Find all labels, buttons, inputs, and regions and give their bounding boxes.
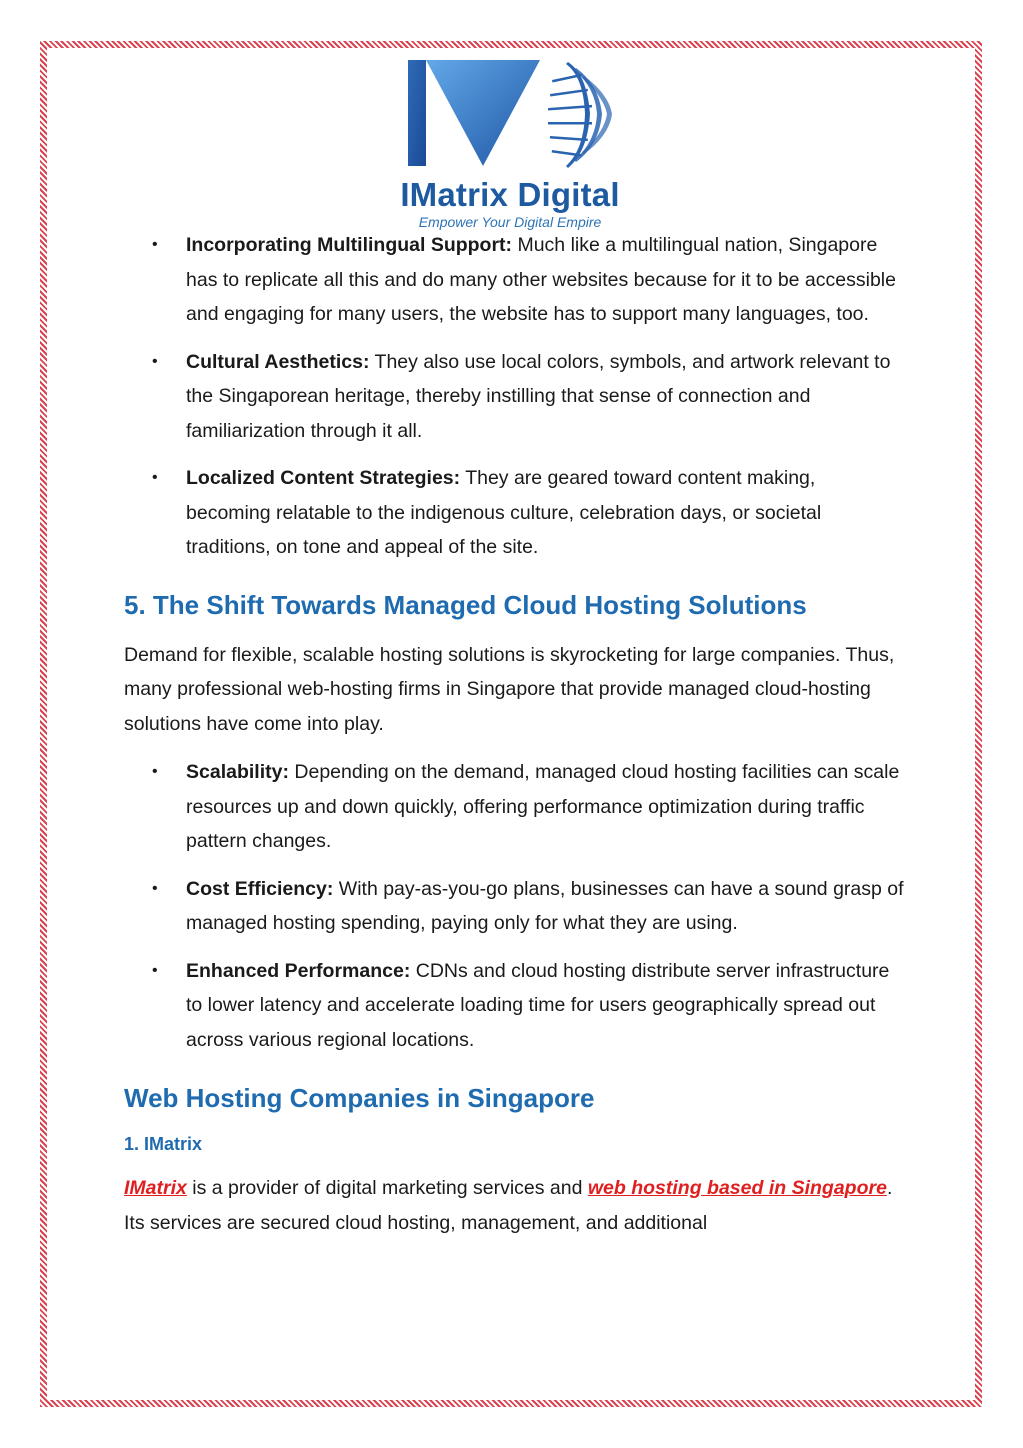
section-intro: Demand for flexible, scalable hosting solutions is skyrocketing for large companies. Thus, many professional web-hosting firms in Singapore that provide managed cloud-hosting solutions have come into play. bbox=[124, 643, 895, 735]
section-heading: 5. The Shift Towards Managed Cloud Hosting Solutions bbox=[124, 589, 807, 620]
document-body bbox=[124, 228, 904, 1240]
logo-tagline: Empower Your Digital Empire bbox=[418, 214, 602, 230]
logo-mark-icon bbox=[380, 58, 640, 176]
company-logo bbox=[380, 58, 640, 233]
list-item: • Cultural Aesthetics: They also use local colors, symbols, and artwork relevant to the Singaporean heritage, thereby instilling that sense of connection and familiarization through it all. bbox=[124, 345, 904, 449]
imatrix-link[interactable]: IMatrix bbox=[124, 1177, 187, 1199]
list-item: • Localized Content Strategies: They are geared toward content making, becoming relatable to the indigenous culture, celebration days, or societal traditions, on tone and appeal of the site. bbox=[124, 461, 904, 565]
cloud-hosting-list bbox=[124, 755, 904, 1057]
list-item: • Cost Efficiency: With pay-as-you-go plans, businesses can have a sound grasp of managed hosting spending, paying only for what they are using. bbox=[124, 872, 904, 941]
list-item: • Incorporating Multilingual Support: Much like a multilingual nation, Singapore has to replicate all this and do many other websites because for it to be accessible and engaging for many users, the website has to support many languages, too. bbox=[124, 228, 904, 332]
list-item: • Enhanced Performance: CDNs and cloud hosting distribute server infrastructure to lower latency and accelerate loading time for users geographically spread out across various regional locations. bbox=[124, 954, 904, 1058]
list-item: • Scalability: Depending on the demand, managed cloud hosting facilities can scale resources up and down quickly, offering performance optimization during traffic pattern changes. bbox=[124, 755, 904, 859]
web-hosting-link[interactable]: web hosting based in Singapore bbox=[587, 1177, 887, 1199]
companies-heading: Web Hosting Companies in Singapore bbox=[124, 1083, 595, 1113]
logo-title: IMatrix Digital bbox=[400, 176, 620, 213]
localization-list bbox=[124, 228, 904, 565]
company-subheading: 1. IMatrix bbox=[124, 1134, 203, 1154]
company-paragraph: IMatrix is a provider of digital marketing services and web hosting based in Singapore. Its services are secured cloud hosting, management, and additional bbox=[124, 1177, 893, 1234]
